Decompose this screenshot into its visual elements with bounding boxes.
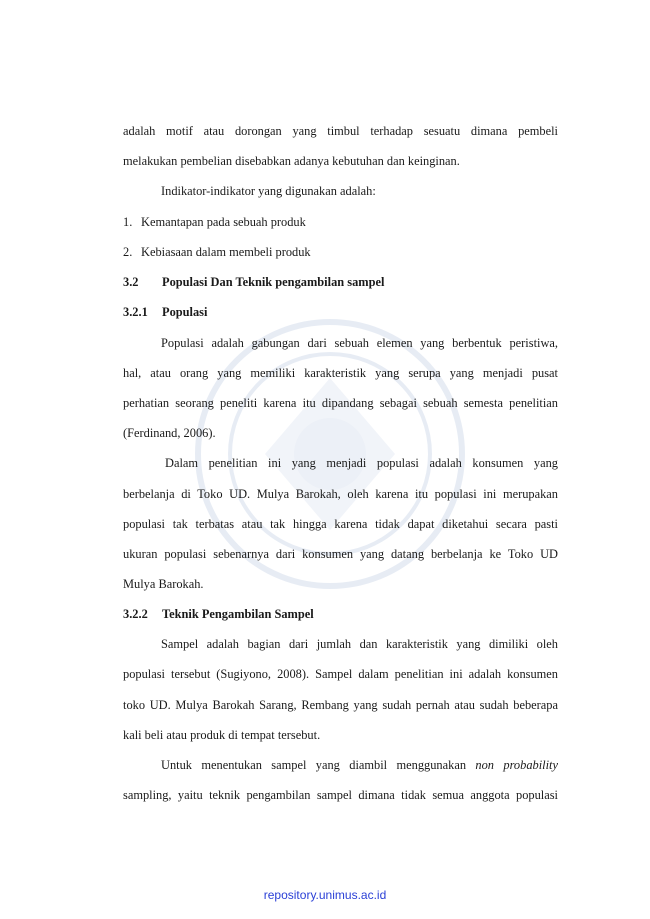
paragraph-line: Mulya Barokah.	[123, 577, 204, 591]
paragraph-line: hal, atau orang yang memiliki karakteristik yang serupa yang menjadi pusat	[123, 366, 558, 380]
paragraph-line: ukuran populasi sebenarnya dari konsumen yang datang berbelanja ke Toko UD	[123, 547, 558, 561]
list-item-number: 2.	[123, 245, 133, 259]
subsection-heading: Populasi	[162, 305, 208, 319]
section-number: 3.2	[123, 275, 139, 289]
subsection-heading: Teknik Pengambilan Sampel	[162, 607, 314, 621]
paragraph-line: populasi tak terbatas atau tak hingga karena tidak dapat diketahui secara pasti	[123, 517, 558, 531]
paragraph-line: adalah motif atau dorongan yang timbul terhadap sesuatu dimana pembeli	[123, 124, 558, 138]
list-item: Kemantapan pada sebuah produk	[141, 215, 306, 229]
list-item-number: 1.	[123, 215, 133, 229]
paragraph-line: Populasi adalah gabungan dari sebuah elemen yang berbentuk peristiwa,	[161, 336, 558, 350]
paragraph-line: melakukan pembelian disebabkan adanya kebutuhan dan keinginan.	[123, 154, 460, 168]
paragraph-line: sampling, yaitu teknik pengambilan sampel dimana tidak semua anggota populasi	[123, 788, 558, 802]
section-heading: Populasi Dan Teknik pengambilan sampel	[162, 275, 385, 289]
paragraph-line: toko UD. Mulya Barokah Sarang, Rembang yang sudah pernah atau sudah beberapa	[123, 698, 558, 712]
paragraph-line: populasi tersebut (Sugiyono, 2008). Sampel dalam penelitian ini adalah konsumen	[123, 667, 558, 681]
paragraph-line	[161, 757, 558, 773]
list-item: Kebiasaan dalam membeli produk	[141, 245, 311, 259]
paragraph-line: (Ferdinand, 2006).	[123, 426, 216, 440]
repository-footer: repository.unimus.ac.id	[263, 888, 387, 902]
paragraph-line: Sampel adalah bagian dari jumlah dan karakteristik yang dimiliki oleh	[161, 637, 558, 651]
paragraph-line: berbelanja di Toko UD. Mulya Barokah, oleh karena itu populasi ini merupakan	[123, 487, 558, 501]
subsection-number: 3.2.2	[123, 607, 148, 621]
paragraph-text: Untuk menentukan sampel yang diambil menggunakan	[161, 758, 467, 772]
subsection-number: 3.2.1	[123, 305, 148, 319]
paragraph-line: perhatian seorang peneliti karena itu dipandang sebagai sebuah semesta penelitian	[123, 396, 558, 410]
paragraph-line: kali beli atau produk di tempat tersebut.	[123, 728, 321, 742]
paragraph-line: Dalam penelitian ini yang menjadi populasi adalah konsumen yang	[165, 456, 558, 470]
italic-term: non probability	[475, 758, 558, 772]
indicator-intro: Indikator-indikator yang digunakan adalah:	[161, 184, 376, 198]
